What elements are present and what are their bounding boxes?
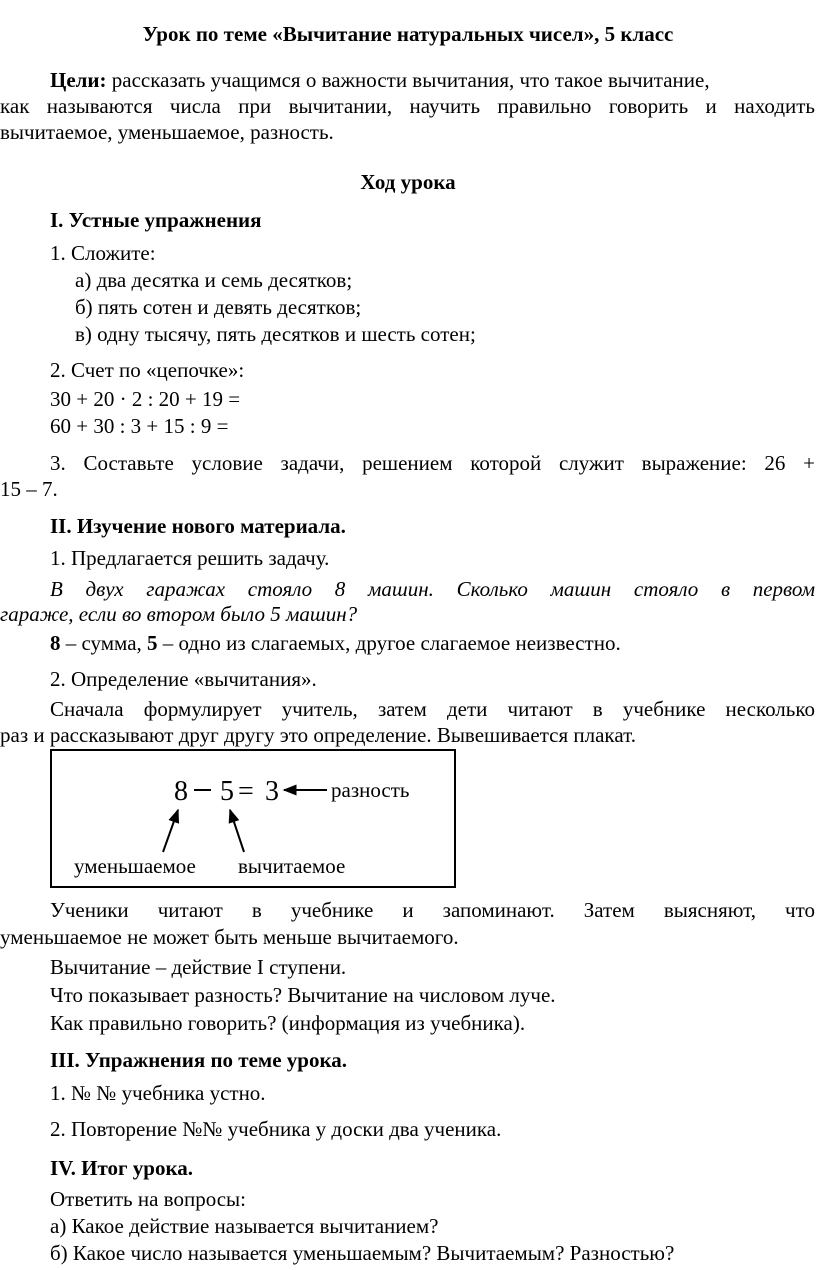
section-3-heading: III. Упражнения по теме урока. xyxy=(50,1048,348,1072)
section-2-item-2: 2. Определение «вычитания». xyxy=(50,667,317,691)
section-1-item-1c: в) одну тысячу, пять десятков и шесть сотен; xyxy=(75,322,476,346)
definition-line-1: Сначала формулирует учитель, затем дети читают в учебнике несколько xyxy=(50,697,815,721)
addend-text: – одно из слагаемых, другое слагаемое неизвестно. xyxy=(157,631,621,655)
section-1-item-1a: а) два десятка и семь десятков; xyxy=(75,268,353,292)
section-2-heading: II. Изучение нового материала. xyxy=(50,514,346,538)
chain-expression-1: 30 + 20 · 2 : 20 + 19 = xyxy=(50,387,241,411)
sum-text: – сумма, xyxy=(60,631,148,655)
sum-number: 8 xyxy=(50,631,61,655)
question-a: а) Какое действие называется вычитанием? xyxy=(50,1214,439,1238)
section-1-item-3-line-2: 15 – 7. xyxy=(0,477,58,501)
section-4-intro: Ответить на вопросы: xyxy=(50,1187,246,1211)
section-1-heading: I. Устные упражнения xyxy=(50,208,262,232)
minuend-label: уменьшаемое xyxy=(74,854,196,878)
goals-line-1 xyxy=(50,68,815,92)
subtraction-poster xyxy=(50,749,456,888)
difference-label: разность xyxy=(331,778,410,802)
addend-number: 5 xyxy=(147,631,158,655)
goals-label: Цели: xyxy=(50,68,107,92)
subtrahend-arrow xyxy=(230,810,244,852)
definition-line-2: раз и рассказывают друг другу это определение. Вывешивается плакат. xyxy=(0,723,636,747)
chain-expression-2: 60 + 30 : 3 + 15 : 9 = xyxy=(50,414,229,438)
section-1-item-1: 1. Сложите: xyxy=(50,241,156,265)
section-1-item-3-line-1: 3. Составьте условие задачи, решением которой служит выражение: 26 + xyxy=(50,451,815,475)
after-poster-line-2: уменьшаемое не может быть меньше вычитаемого. xyxy=(0,925,459,949)
minuend-arrow xyxy=(163,810,178,852)
subtrahend-number: 5 xyxy=(220,776,234,807)
goals-line-3: вычитаемое, уменьшаемое, разность. xyxy=(0,120,334,144)
section-4-heading: IV. Итог урока. xyxy=(50,1156,194,1180)
task-text-line-1: В двух гаражах стояло 8 машин. Сколько машин стояло в первом xyxy=(50,577,815,601)
after-poster-line-1: Ученики читают в учебнике и запоминают. Затем выясняют, что xyxy=(50,898,815,922)
course-heading: Ход урока xyxy=(360,170,456,194)
difference-number: 3 xyxy=(265,776,279,807)
sum-explanation xyxy=(50,631,621,655)
equals-sign: = xyxy=(238,776,254,807)
section-3-item-1: 1. № № учебника устно. xyxy=(50,1081,266,1105)
note-2: Что показывает разность? Вычитание на числовом луче. xyxy=(50,983,556,1007)
section-2-item-1: 1. Предлагается решить задачу. xyxy=(50,546,330,570)
goals-line-2: как называются числа при вычитании, научить правильно говорить и находить xyxy=(0,94,815,118)
note-1: Вычитание – действие I ступени. xyxy=(50,955,347,979)
subtrahend-label: вычитаемое xyxy=(238,854,346,878)
goals-text-1: рассказать учащимся о важности вычитания, что такое вычитание, xyxy=(111,68,710,92)
note-3: Как правильно говорить? (информация из учебника). xyxy=(50,1011,526,1035)
section-3-item-2: 2. Повторение №№ учебника у доски два ученика. xyxy=(50,1117,502,1141)
question-b: б) Какое число называется уменьшаемым? Вычитаемым? Разностью? xyxy=(50,1241,675,1265)
section-1-item-2: 2. Счет по «цепочке»: xyxy=(50,358,245,382)
minuend-number: 8 xyxy=(174,776,188,807)
section-1-item-1b: б) пять сотен и девять десятков; xyxy=(75,295,362,319)
page-title: Урок по теме «Вычитание натуральных чисел», 5 класс xyxy=(142,22,674,46)
task-text-line-2: гараже, если во втором было 5 машин? xyxy=(0,602,358,626)
